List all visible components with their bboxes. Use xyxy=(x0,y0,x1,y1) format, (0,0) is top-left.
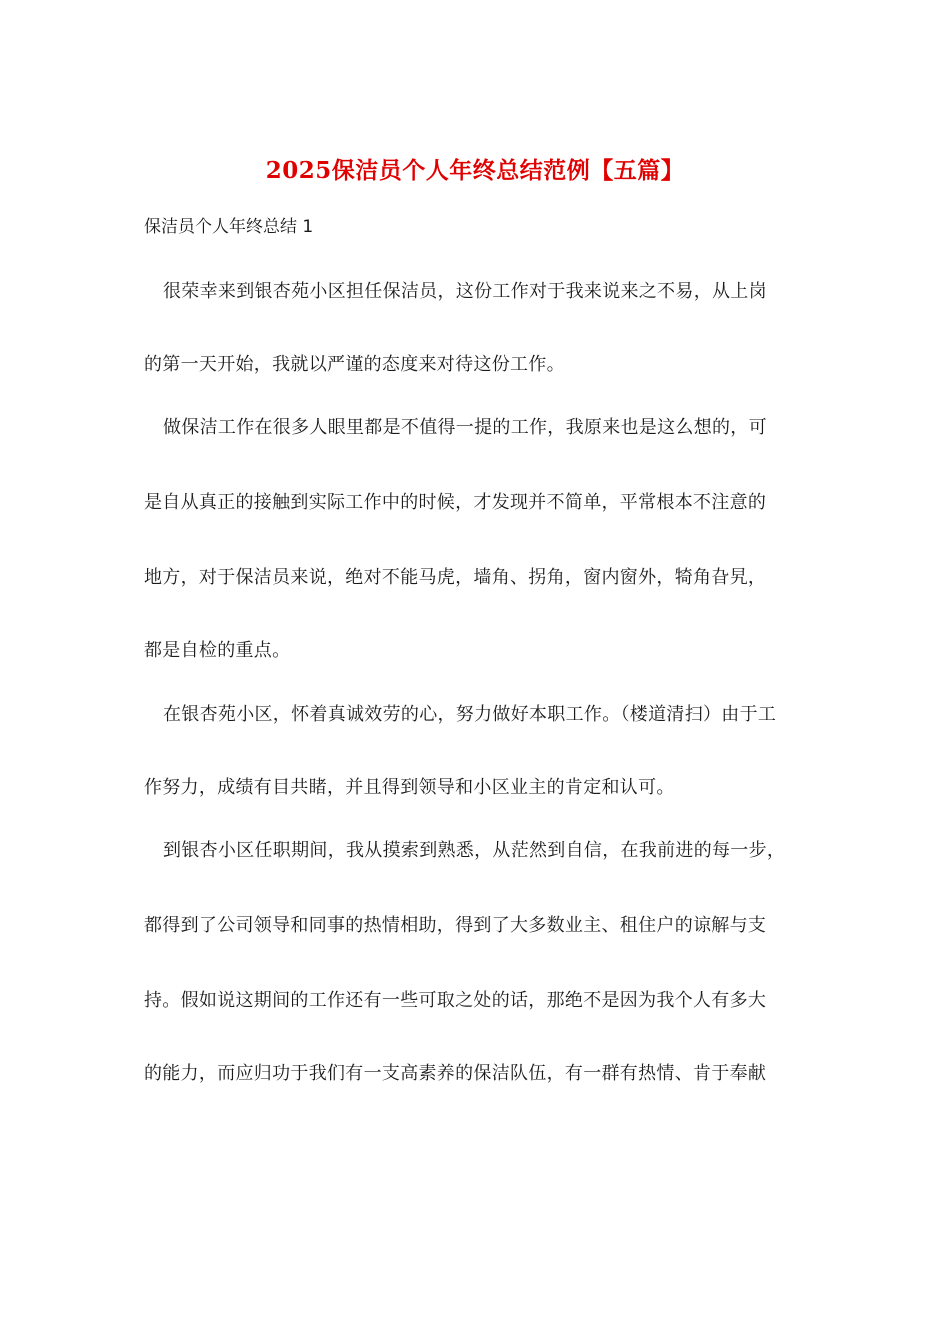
paragraph-line: 作努力，成绩有目共睹，并且得到领导和小区业主的肯定和认可。 xyxy=(144,777,675,798)
paragraph-line: 是自从真正的接触到实际工作中的时候，才发现并不简单，平常根本不注意的 xyxy=(144,492,767,513)
paragraph-line: 地方，对于保洁员来说，绝对不能马虎，墙角、拐角，窗内窗外，犄角旮旯， xyxy=(144,567,767,588)
paragraph-line: 做保洁工作在很多人眼里都是不值得一提的工作，我原来也是这么想的，可 xyxy=(163,417,767,438)
paragraph-line: 到银杏小区任职期间，我从摸索到熟悉，从茫然到自信，在我前进的每一步， xyxy=(163,840,786,861)
paragraph-line: 在银杏苑小区，怀着真诚效劳的心，努力做好本职工作。（楼道清扫）由于工 xyxy=(163,704,777,725)
paragraph-line: 的第一天开始，我就以严谨的态度来对待这份工作。 xyxy=(144,354,565,375)
paragraph-line: 都是自检的重点。 xyxy=(144,640,291,661)
paragraph-line: 持。假如说这期间的工作还有一些可取之处的话，那绝不是因为我个人有多大 xyxy=(144,990,767,1011)
section-heading: 保洁员个人年终总结 1 xyxy=(144,217,314,237)
paragraph-line: 的能力，而应归功于我们有一支高素养的保洁队伍，有一群有热情、肯于奉献 xyxy=(144,1063,767,1084)
document-title: 2025保洁员个人年终总结范例【五篇】 xyxy=(265,157,685,184)
paragraph-line: 都得到了公司领导和同事的热情相助，得到了大多数业主、租住户的谅解与支 xyxy=(144,915,767,936)
paragraph-line: 很荣幸来到银杏苑小区担任保洁员，这份工作对于我来说来之不易，从上岗 xyxy=(163,281,767,302)
